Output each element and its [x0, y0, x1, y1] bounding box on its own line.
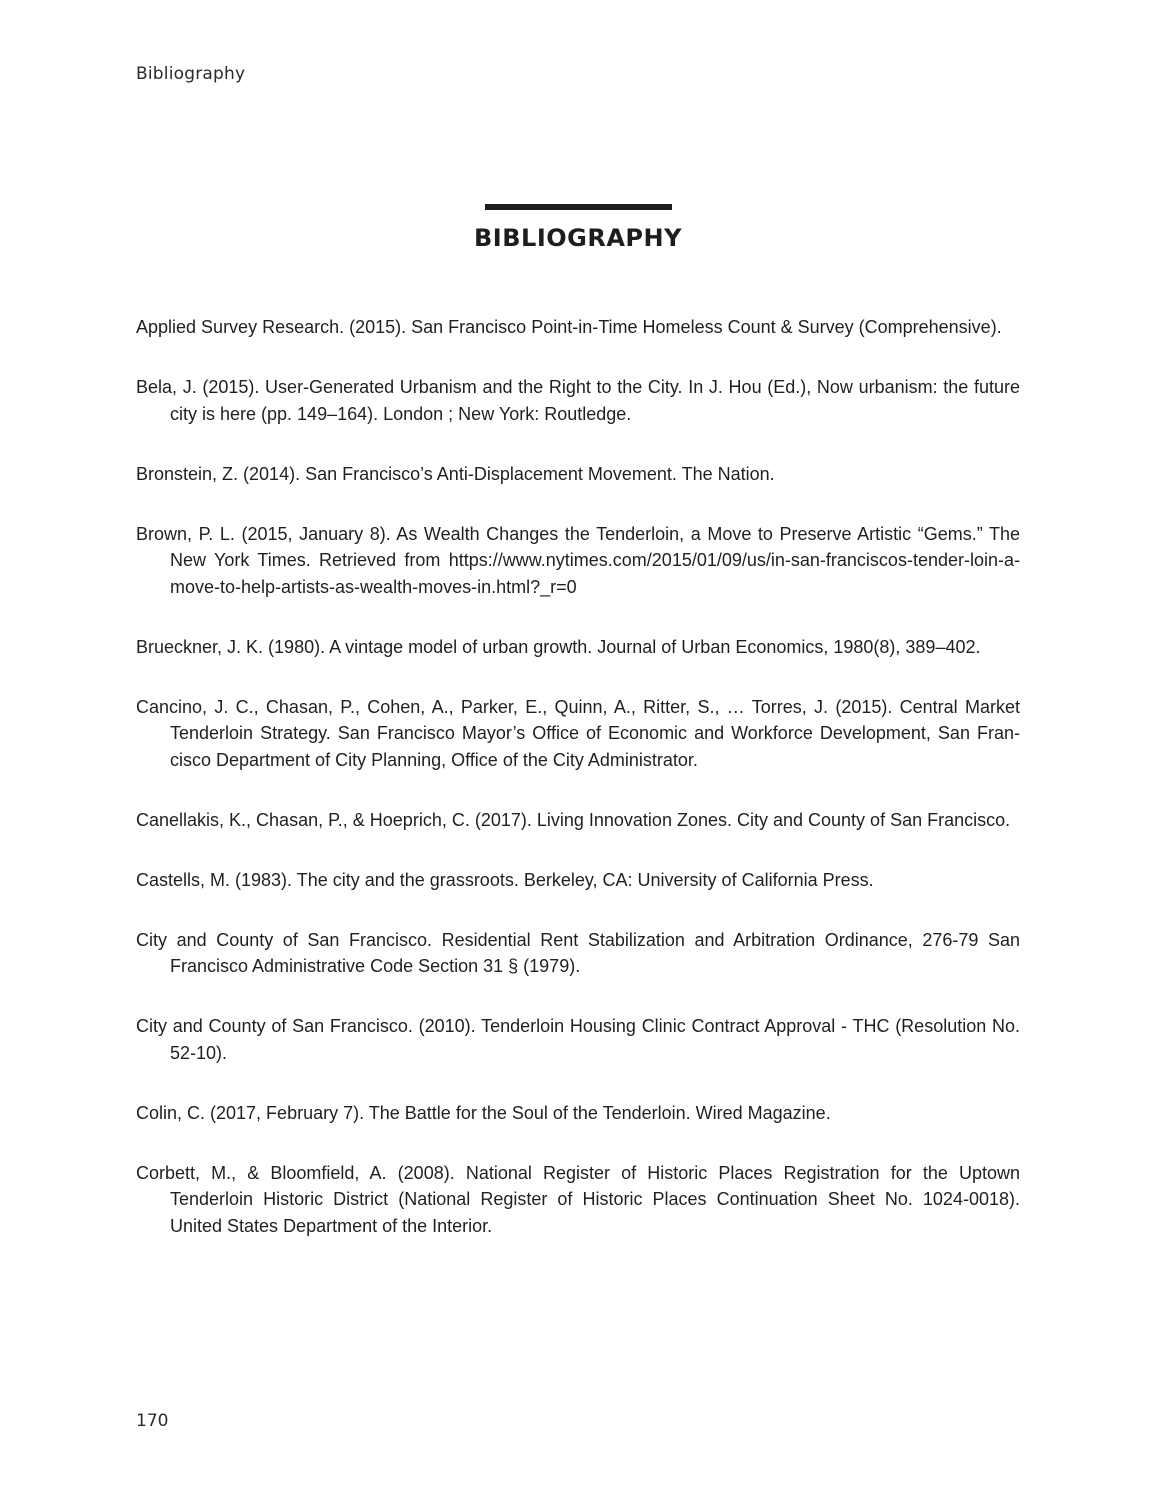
bibliography-entry: Cancino, J. C., Chasan, P., Cohen, A., Parker, E., Quinn, A., Ritter, S., … Torres, J. (2015). Central Market Tenderloin Strategy. San Francisco Mayor’s Office of Economic and Workforce Development, San Fran-cisco Department of City Planning, Office of the City Administrator.	[136, 696, 1020, 770]
page-number: 170	[136, 1411, 169, 1431]
bibliography-entry: Brueckner, J. K. (1980). A vintage model of urban growth. Journal of Urban Economics, 1980(8), 389–402.	[136, 636, 981, 657]
bibliography-entry: Corbett, M., & Bloomfield, A. (2008). National Register of Historic Places Registration for the Uptown Tenderloin Historic District (National Register of Historic Places Continuation Sheet No. 1024-0018). United States Department of the Interior.	[136, 1162, 1020, 1236]
bibliography-entry: City and County of San Francisco. Residential Rent Stabilization and Arbitration Ordinance, 276-79 San Francisco Administrative Code Section 31 § (1979).	[136, 929, 1020, 976]
running-head: Bibliography	[136, 64, 246, 84]
bibliography-entry: Canellakis, K., Chasan, P., & Hoeprich, C. (2017). Living Innovation Zones. City and County of San Francisco.	[136, 809, 1011, 830]
bibliography-entry: Castells, M. (1983). The city and the grassroots. Berkeley, CA: University of California Press.	[136, 869, 874, 890]
title-rule	[485, 204, 672, 210]
bibliography-list	[136, 314, 1020, 1273]
bibliography-entry: Brown, P. L. (2015, January 8). As Wealth Changes the Tenderloin, a Move to Preserve Artistic “Gems.” The New York Times. Retrieved from https://www.nytimes.com/2015/01/09/us/in-san-franciscos-tender-loin-a-move-to-help-artists-as-wealth-moves-in.html?_r=0	[136, 523, 1020, 597]
bibliography-entry: City and County of San Francisco. (2010). Tenderloin Housing Clinic Contract Approval - THC (Resolution No. 52-10).	[136, 1016, 1020, 1063]
bibliography-entry: Bronstein, Z. (2014). San Francisco’s Anti-Displacement Movement. The Nation.	[136, 463, 775, 484]
page-title: BIBLIOGRAPHY	[474, 224, 682, 252]
bibliography-entry: Applied Survey Research. (2015). San Francisco Point-in-Time Homeless Count & Survey (Comprehensive).	[136, 317, 1002, 337]
title-block	[0, 204, 1156, 252]
bibliography-entry: Colin, C. (2017, February 7). The Battle for the Soul of the Tenderloin. Wired Magazine.	[136, 1102, 831, 1123]
bibliography-entry: Bela, J. (2015). User-Generated Urbanism and the Right to the City. In J. Hou (Ed.), Now urbanism: the future city is here (pp. 149–164). London ; New York: Routledge.	[136, 377, 1020, 424]
